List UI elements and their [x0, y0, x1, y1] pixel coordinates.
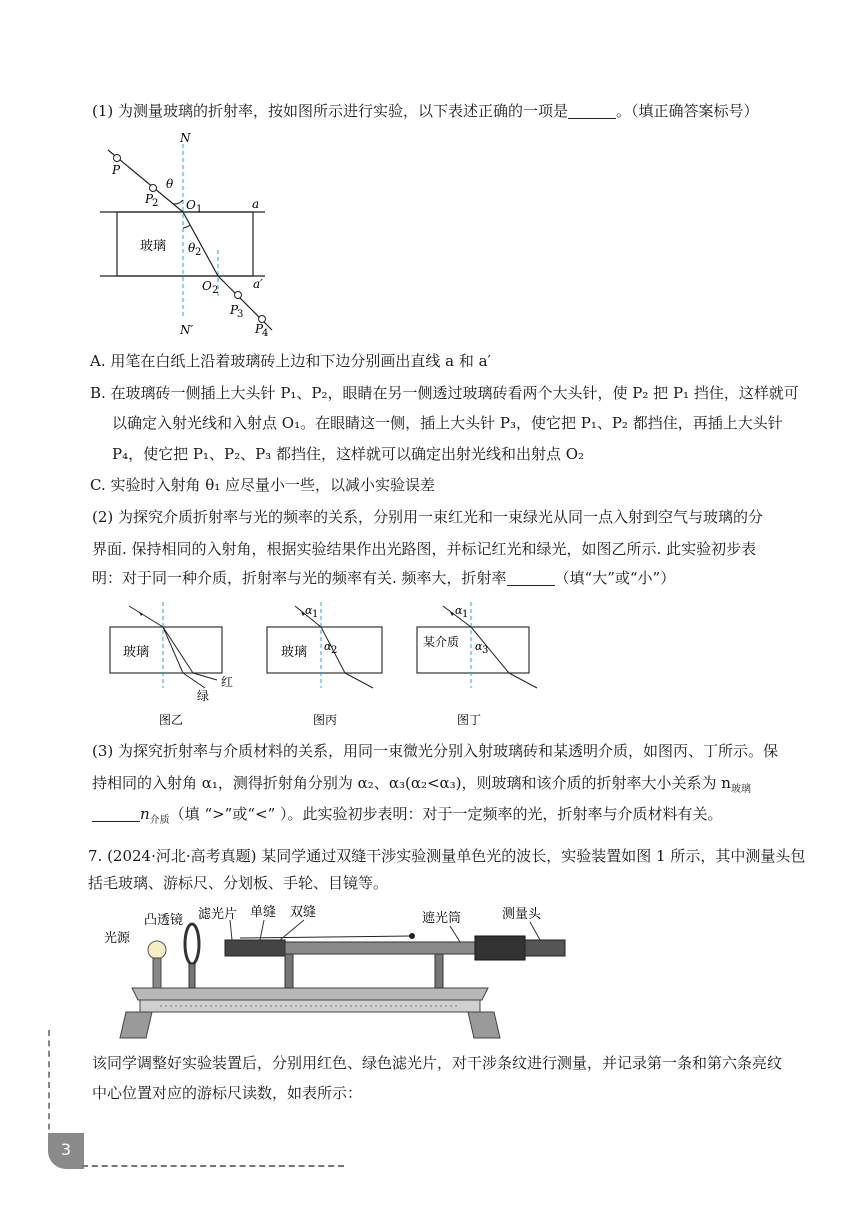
svg-text:1: 1: [196, 204, 203, 215]
figure-ding: [417, 602, 537, 727]
label-measure-head: 测量头: [502, 907, 542, 922]
figure-yi: [110, 602, 233, 727]
svg-text:θ: θ: [188, 241, 196, 255]
svg-text:2: 2: [331, 645, 338, 656]
svg-text:a: a: [252, 197, 260, 211]
glass-label: 玻璃: [140, 239, 167, 254]
svg-text:3: 3: [482, 645, 489, 656]
svg-text:2: 2: [212, 285, 219, 296]
option-b-line3: P₄，使它把 P₁、P₂、P₃ 都挡住，这样就可以确定出射光线和出射点 O₂: [112, 445, 585, 463]
svg-text:α: α: [455, 604, 463, 617]
svg-text:a′: a′: [253, 277, 263, 291]
answer-blank-1[interactable]: [568, 102, 616, 119]
svg-text:P: P: [230, 303, 239, 317]
option-b-line2: 以确定入射光线和入射点 O₁。在眼睛这一侧，插上大头针 P₃，使它把 P₁、P₂ 都挡住，再插上大头针: [112, 414, 783, 432]
svg-text:2: 2: [152, 198, 159, 209]
label-N: N: [180, 131, 191, 145]
svg-text:α: α: [305, 604, 313, 617]
svg-text:3: 3: [237, 309, 244, 320]
svg-text:α: α: [324, 640, 332, 653]
q3-line3: $n_{介质}$（填 “>”或“<” ）。此实验初步表明：对于一定频率的光，折射率与介质材料有关。: [92, 803, 723, 832]
svg-text:O: O: [202, 279, 212, 293]
margin-dashed-line: [48, 1030, 50, 1140]
label-tube: 遮光筒: [422, 911, 462, 926]
q7-line2: 括毛玻璃、游标尺、分划板、手轮、目镜等。: [88, 874, 389, 892]
q7-after2: 中心位置对应的游标尺读数，如表所示：: [92, 1084, 363, 1102]
svg-text:1: 1: [312, 609, 319, 620]
label-double-slit: 双缝: [290, 905, 317, 920]
svg-text:1: 1: [462, 609, 469, 620]
answer-blank-3[interactable]: [92, 805, 140, 822]
q1-stem: (1) 为测量玻璃的折射率，按如图所示进行实验，以下表述正确的一项是 。（填正确答案标号）: [92, 102, 759, 120]
svg-text:图乙: 图乙: [159, 713, 184, 727]
q2-line3: 明：对于同一种介质，折射率与光的频率有关. 频率大，折射率 （填“大”或“小”）: [92, 569, 676, 587]
svg-text:某介质: 某介质: [423, 635, 460, 649]
figures-yi-bing-ding: [105, 600, 545, 730]
svg-text:2: 2: [195, 247, 202, 258]
double-slit-apparatus: [100, 900, 580, 1045]
q3-line2: 持相同的入射角 α₁，测得折射角分别为 α₂、α₃(α₂<α₃)，则玻璃和该介质的折射率大小关系为 $n_{玻璃}$: [92, 774, 751, 795]
svg-text:4: 4: [262, 328, 269, 339]
svg-text:红: 红: [221, 675, 234, 689]
svg-text:P: P: [112, 163, 121, 177]
option-a[interactable]: A. 用笔在白纸上沿着玻璃砖上边和下边分别画出直线 a 和 a′: [90, 352, 491, 370]
label-lens: 凸透镜: [144, 913, 184, 928]
q2-line1: (2) 为探究介质折射率与光的频率的关系，分别用一束红光和一束绿光从同一点入射到空气与玻璃的分: [92, 508, 764, 526]
bottom-dashed-line: [82, 1165, 344, 1167]
svg-text:α: α: [475, 640, 483, 653]
label-filter: 滤光片: [198, 907, 238, 922]
svg-text:P: P: [255, 322, 264, 336]
option-b-line1[interactable]: B. 在玻璃砖一侧插上大头针 P₁、P₂，眼睛在另一侧透过玻璃砖看两个大头针，使 P₂ 把 P₁ 挡住，这样就可: [90, 384, 799, 402]
label-N-prime: N′: [180, 323, 194, 337]
q3-line1: (3) 为探究折射率与介质材料的关系，用同一束微光分别入射玻璃砖和某透明介质，如图丙、丁所示。保: [92, 742, 779, 760]
q7-line1: 7. (2024·河北·高考真题) 某同学通过双缝干涉实验测量单色光的波长，实验装置如图 1 所示，其中测量头包: [88, 847, 806, 865]
q2-line2: 界面. 保持相同的入射角，根据实验结果作出光路图，并标记红光和绿光，如图乙所示. 此实验初步表: [92, 540, 757, 558]
svg-text:图丁: 图丁: [457, 713, 482, 727]
option-c[interactable]: C. 实验时入射角 θ₁ 应尽量小一些，以减小实验误差: [90, 476, 436, 494]
answer-blank-2[interactable]: [507, 569, 555, 586]
svg-text:玻璃: 玻璃: [123, 645, 150, 660]
figure-bing: [267, 602, 382, 727]
svg-text:图丙: 图丙: [313, 713, 338, 727]
svg-text:绿: 绿: [197, 689, 210, 703]
svg-text:P: P: [145, 192, 154, 206]
label-single-slit: 单缝: [250, 905, 277, 920]
refraction-figure: [100, 130, 290, 340]
label-light-source: 光源: [104, 931, 131, 946]
q7-after1: 该同学调整好实验装置后，分别用红色、绿色滤光片，对干涉条纹进行测量，并记录第一条和第六条亮纹: [92, 1054, 783, 1072]
svg-text:O: O: [186, 198, 196, 212]
page-number: 3: [48, 1133, 84, 1169]
svg-text:玻璃: 玻璃: [281, 645, 308, 660]
svg-text:θ: θ: [166, 177, 174, 191]
